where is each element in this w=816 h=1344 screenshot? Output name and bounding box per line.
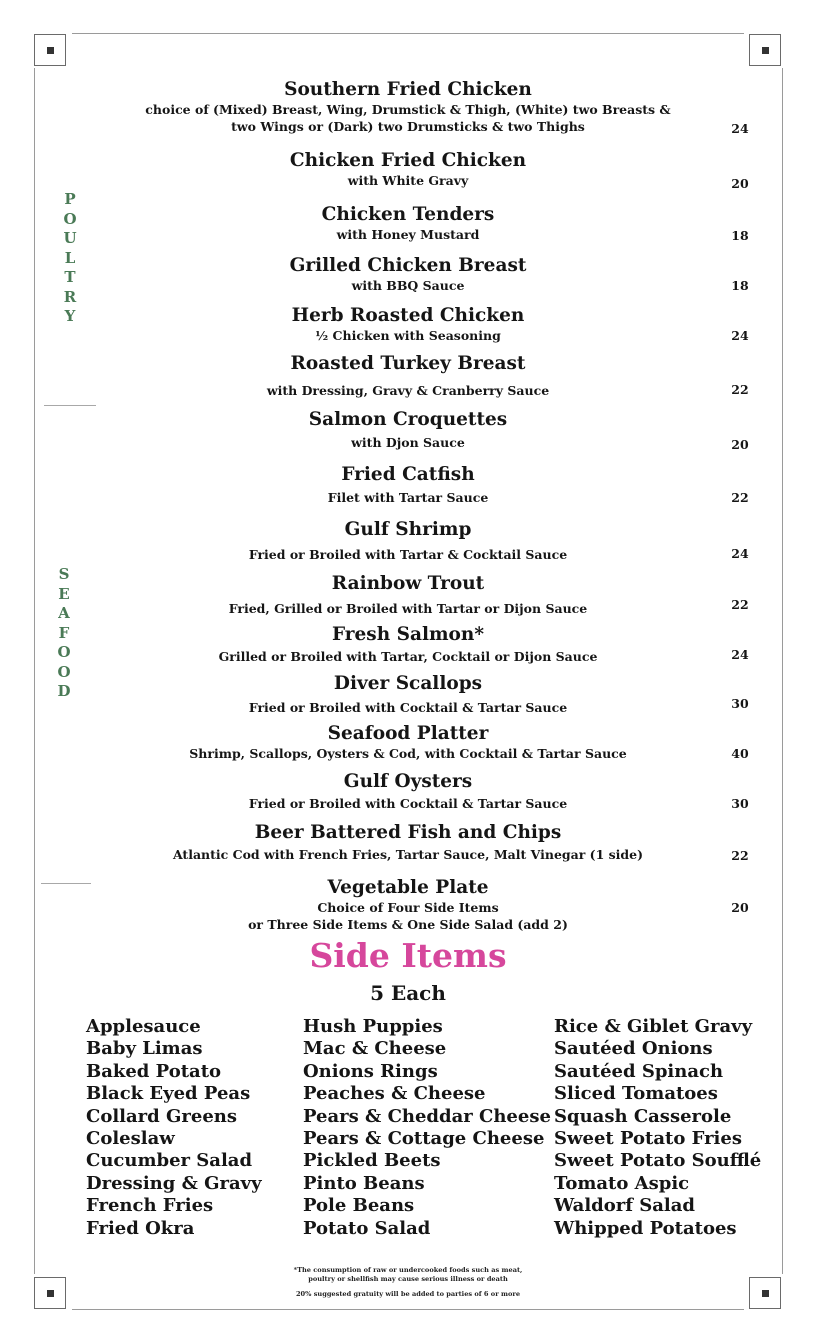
item-name: Beer Battered Fish and Chips <box>254 822 562 843</box>
seafood-section-label <box>52 565 76 702</box>
item-name: Fried Catfish <box>341 464 475 485</box>
item-price: 22 <box>731 597 749 612</box>
item-price: 24 <box>731 328 749 343</box>
item-description: Filet with Tartar Sauce <box>327 490 489 505</box>
side-item: Baked Potato <box>86 1060 222 1082</box>
side-item: Tomato Aspic <box>554 1172 690 1194</box>
frame-left-line <box>34 68 35 1274</box>
side-item: Cucumber Salad <box>86 1150 253 1172</box>
item-price: 22 <box>731 490 749 505</box>
menu-item <box>140 822 676 863</box>
item-description: with Dressing, Gravy & Cranberry Sauce <box>266 383 550 398</box>
side-item: Potato Salad <box>303 1217 431 1239</box>
side-item: Fried Okra <box>86 1217 195 1239</box>
side-item: Squash Casserole <box>554 1105 732 1127</box>
menu-item <box>140 573 676 617</box>
side-item: Mac & Cheese <box>303 1038 447 1060</box>
corner-ornament-bottom-left <box>34 1277 66 1309</box>
section-label-letter: T <box>64 268 76 286</box>
gratuity-notice: 20% suggested gratuity will be added to parties of 6 or more <box>295 1290 521 1298</box>
menu-item <box>140 464 676 506</box>
side-item: Pinto Beans <box>303 1172 425 1194</box>
item-price: 20 <box>731 176 749 191</box>
side-item: Hush Puppies <box>303 1016 443 1037</box>
item-description: with Djon Sauce <box>351 435 465 450</box>
item-name: Roasted Turkey Breast <box>290 353 526 374</box>
side-item: Sautéed Spinach <box>554 1060 724 1082</box>
item-name: Rainbow Trout <box>331 573 485 594</box>
corner-ornament-top-right <box>749 34 781 66</box>
side-item: Pears & Cottage Cheese <box>303 1128 545 1150</box>
item-description: Fried or Broiled with Cocktail & Tartar Sauce <box>248 700 568 715</box>
item-name: Gulf Shrimp <box>344 519 472 540</box>
item-name: Diver Scallops <box>333 673 483 694</box>
section-label-letter: U <box>63 229 77 247</box>
menu-item <box>140 353 676 399</box>
side-item: Whipped Potatoes <box>554 1217 737 1239</box>
item-price: 20 <box>731 437 749 452</box>
menu-item <box>140 409 676 451</box>
side-item: Sliced Tomatoes <box>554 1083 718 1105</box>
section-label-letter: A <box>58 604 70 622</box>
menu-item <box>140 771 676 812</box>
item-description: choice of (Mixed) Breast, Wing, Drumstick & Thigh, (White) two Breasts & <box>145 102 671 117</box>
item-price: 40 <box>731 746 749 761</box>
item-description: Fried or Broiled with Cocktail & Tartar Sauce <box>248 796 568 811</box>
item-description: Atlantic Cod with French Fries, Tartar Sauce, Malt Vinegar (1 side) <box>172 847 644 862</box>
section-label-letter: D <box>57 682 71 700</box>
item-description: with Honey Mustard <box>336 227 480 242</box>
section-label-letter: Y <box>64 307 76 325</box>
menu-item <box>140 255 676 294</box>
menu-item <box>140 877 676 933</box>
frame-right-line <box>782 68 783 1274</box>
poultry-section-label <box>58 190 82 327</box>
menu-item <box>140 79 676 135</box>
item-price: 30 <box>731 696 749 711</box>
side-item: Pears & Cheddar Cheese <box>303 1105 551 1127</box>
section-label-letter: O <box>57 662 71 681</box>
section-divider <box>41 883 91 884</box>
menu-item <box>140 305 676 344</box>
side-item: Peaches & Cheese <box>303 1083 486 1105</box>
item-price: 22 <box>731 382 749 397</box>
side-item: Pole Beans <box>303 1195 415 1217</box>
raw-food-notice <box>250 1266 566 1283</box>
side-item: Sweet Potato Soufflé <box>554 1150 762 1172</box>
menu-item <box>140 723 676 762</box>
menu-item <box>140 150 676 189</box>
corner-ornament-top-left <box>34 34 66 66</box>
item-price: 30 <box>731 796 749 811</box>
item-price: 24 <box>731 546 749 561</box>
item-description: two Wings or (Dark) two Drumsticks & two Thighs <box>231 119 585 134</box>
side-item: Dressing & Gravy <box>86 1172 262 1194</box>
side-items-column <box>554 1016 761 1240</box>
section-label-letter: O <box>57 643 71 661</box>
frame-bottom-line <box>72 1309 744 1310</box>
item-description: with White Gravy <box>347 173 469 188</box>
section-label-letter: E <box>58 584 70 603</box>
section-label-letter: P <box>64 190 76 208</box>
section-label-letter: R <box>63 287 77 306</box>
side-item: Collard Greens <box>86 1105 237 1127</box>
side-items-column <box>86 1016 262 1240</box>
item-price: 20 <box>731 900 749 915</box>
item-price: 24 <box>731 121 749 136</box>
item-description: or Three Side Items & One Side Salad (add 2) <box>248 917 568 932</box>
side-item: Onions Rings <box>303 1060 438 1082</box>
side-item: Baby Limas <box>86 1038 203 1060</box>
section-label-letter: F <box>58 623 70 642</box>
item-description: Grilled or Broiled with Tartar, Cocktail or Dijon Sauce <box>218 649 598 664</box>
item-description: with BBQ Sauce <box>351 278 465 293</box>
item-description: Fried or Broiled with Tartar & Cocktail Sauce <box>248 547 568 562</box>
item-price: 18 <box>731 228 749 243</box>
side-item: Coleslaw <box>86 1128 175 1150</box>
item-description: Choice of Four Side Items <box>317 900 499 915</box>
side-items-column <box>303 1016 551 1240</box>
section-label-letter: L <box>64 248 76 267</box>
side-item: French Fries <box>86 1195 214 1217</box>
menu-item <box>140 204 676 243</box>
menu-item <box>140 519 676 563</box>
side-item: Sautéed Onions <box>554 1038 713 1060</box>
item-name: Vegetable Plate <box>327 877 489 898</box>
side-items-title: Side Items <box>309 936 507 975</box>
item-name: Herb Roasted Chicken <box>291 305 525 326</box>
item-name: Southern Fried Chicken <box>284 79 532 100</box>
section-label-letter: S <box>58 565 70 583</box>
item-description: ½ Chicken with Seasoning <box>315 328 501 343</box>
menu-item <box>140 673 676 716</box>
side-item: Applesauce <box>86 1016 201 1037</box>
section-divider <box>44 405 96 406</box>
item-price: 22 <box>731 848 749 863</box>
item-name: Seafood Platter <box>327 723 489 744</box>
frame-top-line <box>72 33 744 34</box>
item-price: 24 <box>731 647 749 662</box>
corner-ornament-bottom-right <box>749 1277 781 1309</box>
side-item: Sweet Potato Fries <box>554 1128 742 1150</box>
item-name: Chicken Tenders <box>321 204 495 225</box>
item-name: Salmon Croquettes <box>308 409 508 430</box>
side-item: Rice & Giblet Gravy <box>554 1016 753 1037</box>
section-label-letter: O <box>63 209 77 228</box>
item-description: Shrimp, Scallops, Oysters & Cod, with Cocktail & Tartar Sauce <box>189 746 627 761</box>
item-name: Grilled Chicken Breast <box>289 255 527 276</box>
item-name: Gulf Oysters <box>343 771 473 792</box>
item-name: Fresh Salmon* <box>331 624 485 645</box>
menu-item <box>140 624 676 665</box>
side-items-price: 5 Each <box>370 981 446 1005</box>
item-name: Chicken Fried Chicken <box>289 150 527 171</box>
side-item: Pickled Beets <box>303 1150 441 1172</box>
side-item: Waldorf Salad <box>554 1195 695 1217</box>
side-item: Black Eyed Peas <box>86 1083 251 1105</box>
item-price: 18 <box>731 278 749 293</box>
notice-line: *The consumption of raw or undercooked foods such as meat, <box>293 1266 523 1274</box>
notice-line: poultry or shellfish may cause serious illness or death <box>308 1274 508 1283</box>
item-description: Fried, Grilled or Broiled with Tartar or Dijon Sauce <box>228 601 588 616</box>
